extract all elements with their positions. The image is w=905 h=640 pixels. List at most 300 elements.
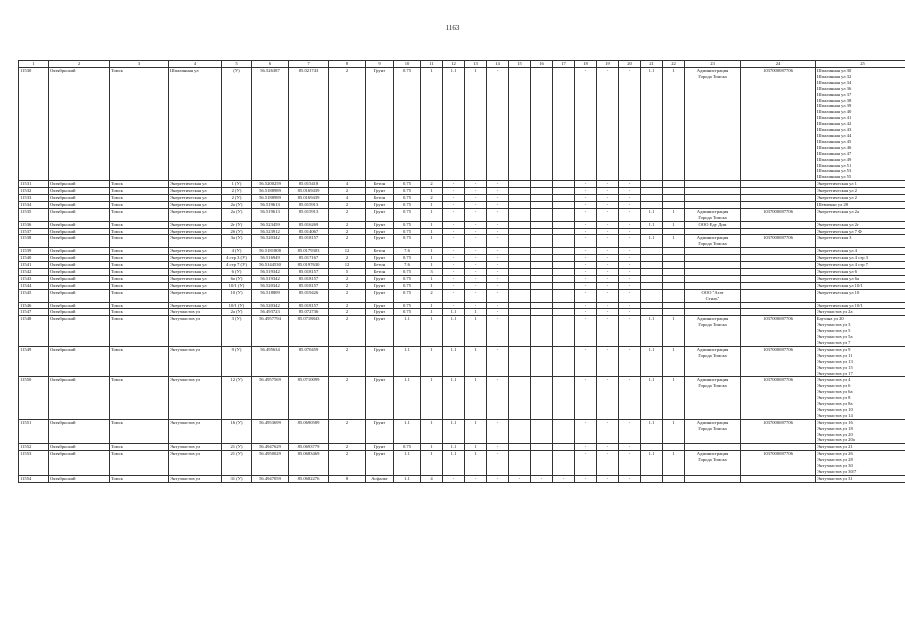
cell-c21: - (619, 195, 641, 202)
cell-street: Энергетическая ул (169, 248, 222, 255)
cell-c21: - (619, 269, 641, 276)
cell-c17: - (531, 475, 553, 482)
column-number: 19 (597, 61, 619, 68)
cell-c23 (663, 248, 685, 255)
cell-surface: Бетон (366, 181, 394, 188)
cell-c18 (553, 221, 575, 228)
cell-n9: 5 (329, 269, 366, 276)
address-line: Энтузиастов ул 20 (817, 431, 853, 437)
address-line: Энтузиастов ул 30 (817, 463, 853, 469)
cell-house: 21 (У) (222, 451, 252, 476)
table-row (19, 302, 905, 309)
cell-district: Октябрьский (49, 377, 110, 419)
address-line: Энтузиастов ул 7 (817, 339, 851, 345)
cell-c12: 2 (421, 181, 443, 188)
cell-owner (685, 475, 741, 482)
cell-owner (685, 451, 741, 476)
cell-addresses (816, 208, 905, 221)
cell-c23 (663, 195, 685, 202)
address-line: Энергетическая ул 7 Ф (817, 228, 862, 234)
column-number: 21 (641, 61, 663, 68)
table-row (19, 228, 905, 235)
cell-c15: - (487, 444, 509, 451)
address-line: Энтузиастов ул 14 (817, 412, 853, 418)
cell-c13: - (443, 282, 465, 289)
cell-id: 11541 (19, 262, 49, 269)
cell-area: 0.75 (394, 188, 421, 195)
cell-surface: Грунт (366, 444, 394, 451)
cell-c20: - (597, 248, 619, 255)
cell-surface: Бетон (366, 195, 394, 202)
cell-lat: 56.4950029 (252, 451, 289, 476)
cell-city: Томск (110, 248, 169, 255)
cell-street: Энтузиастов ул (169, 316, 222, 347)
cell-c12: 1 (421, 377, 443, 419)
cell-ogrn (741, 195, 816, 202)
cell-c12: 1 (421, 68, 443, 181)
cell-c23: 1 (663, 346, 685, 377)
cell-n9: 4 (329, 181, 366, 188)
cell-c12: 3 (421, 269, 443, 276)
cell-c20: - (597, 289, 619, 302)
cell-c22: 1.1 (641, 377, 663, 419)
cell-house: 21 (У) (222, 444, 252, 451)
cell-ogrn (741, 289, 816, 302)
cell-c21: - (619, 451, 641, 476)
cell-c16 (509, 68, 531, 181)
cell-district: Октябрьский (49, 282, 110, 289)
address-line: Энергетическая ул 2 (817, 195, 857, 201)
cell-c13: - (443, 262, 465, 269)
cell-c14: 1 (465, 451, 487, 476)
owner-line: Стиль" (705, 295, 720, 301)
cell-c14: 1 (465, 68, 487, 181)
column-number: 23 (685, 61, 741, 68)
cell-c12: 1 (421, 262, 443, 269)
cell-city: Томск (110, 309, 169, 316)
cell-ogrn (741, 302, 816, 309)
column-number: 1 (19, 61, 49, 68)
address-line: Шпалинная ул 30 (817, 68, 852, 73)
cell-lon: 85.017167 (289, 255, 329, 262)
cell-c18 (553, 188, 575, 195)
address-line: Энергетическая ул 6а (817, 275, 859, 281)
cell-ogrn: 1037000087706 (741, 419, 816, 444)
cell-c14: - (465, 208, 487, 221)
cell-house: 9 (У) (222, 346, 252, 377)
column-number: 13 (465, 61, 487, 68)
cell-c12: 1 (421, 208, 443, 221)
address-line: Энтузиастов ул 26 (817, 451, 853, 457)
address-line: Энтузиастов ул 10 (817, 406, 853, 412)
cell-c17 (531, 275, 553, 282)
cell-surface: Грунт (366, 316, 394, 347)
cell-c14: - (465, 195, 487, 202)
cell-district: Октябрьский (49, 201, 110, 208)
cell-c13: 1.1 (443, 377, 465, 419)
column-number: 11 (421, 61, 443, 68)
cell-area: 0.75 (394, 68, 421, 181)
cell-surface: Грунт (366, 221, 394, 228)
address-line: Энергетическая ул 10/1 (817, 282, 863, 288)
cell-district: Октябрьский (49, 444, 110, 451)
cell-area: 1.1 (394, 419, 421, 444)
cell-c19: - (575, 255, 597, 262)
cell-c15: - (487, 248, 509, 255)
cell-c12: 1 (421, 419, 443, 444)
cell-n9: 2 (329, 221, 366, 228)
cell-lat: 56.495634 (252, 346, 289, 377)
cell-c15: - (487, 269, 509, 276)
cell-addresses (816, 289, 905, 302)
cell-c13: 1.1 (443, 68, 465, 181)
cell-addresses (816, 282, 905, 289)
cell-area: 0.75 (394, 269, 421, 276)
cell-ogrn: 1037000087706 (741, 377, 816, 419)
cell-c14: - (465, 302, 487, 309)
page-number: 1163 (445, 24, 460, 32)
cell-district: Октябрьский (49, 248, 110, 255)
cell-c20: - (597, 68, 619, 181)
cell-lat: 56.519342 (252, 269, 289, 276)
cell-c14: - (465, 255, 487, 262)
cell-lon: 85.0169439 (289, 195, 329, 202)
address-line: Энергетическая ул 10/1 (817, 302, 863, 308)
cell-c20: - (597, 419, 619, 444)
cell-street: Энергетическая ул (169, 208, 222, 221)
cell-c16 (509, 255, 531, 262)
address-line: Шпалинная ул 41 (817, 115, 852, 121)
cell-surface: Асфальт (366, 475, 394, 482)
address-line: Энтузиастов ул 21 (817, 444, 853, 450)
cell-area: 0.75 (394, 309, 421, 316)
cell-city: Томск (110, 275, 169, 282)
column-number: 24 (741, 61, 816, 68)
cell-c23 (663, 475, 685, 482)
cell-c12: 2 (421, 289, 443, 302)
cell-city: Томск (110, 282, 169, 289)
cell-lon: 85.070459 (289, 346, 329, 377)
cell-c21: - (619, 316, 641, 347)
cell-c12: 1 (421, 444, 443, 451)
cell-owner (685, 346, 741, 377)
cell-street: Энергетическая ул (169, 188, 222, 195)
cell-c20: - (597, 195, 619, 202)
cell-c21: - (619, 275, 641, 282)
cell-c13: - (443, 181, 465, 188)
owner-line: ООО Еду Дом (698, 221, 727, 227)
cell-surface: Грунт (366, 275, 394, 282)
cell-id: 11545 (19, 289, 49, 302)
cell-lat: 56.518809 (252, 289, 289, 302)
cell-city: Томск (110, 262, 169, 269)
table-row (19, 275, 905, 282)
cell-c15: - (487, 188, 509, 195)
cell-house: 10 (У) (222, 289, 252, 302)
cell-c19: - (575, 419, 597, 444)
cell-c14: - (465, 475, 487, 482)
table-row (19, 419, 905, 444)
cell-lon: 85.018157 (289, 269, 329, 276)
cell-c20: - (597, 302, 619, 309)
cell-c19: - (575, 269, 597, 276)
cell-c18 (553, 316, 575, 347)
cell-area: 0.75 (394, 275, 421, 282)
cell-c19: - (575, 235, 597, 248)
cell-c22: 1.1 (641, 221, 663, 228)
cell-surface: Бетон (366, 262, 394, 269)
cell-c13: - (443, 221, 465, 228)
cell-c17 (531, 302, 553, 309)
address-line: Шпалинная ул 42 (817, 121, 852, 127)
cell-c13: 1.1 (443, 309, 465, 316)
cell-c12: 1 (421, 188, 443, 195)
cell-c23 (663, 309, 685, 316)
cell-owner (685, 68, 741, 181)
cell-lat: 56.4947629 (252, 444, 289, 451)
cell-c16 (509, 221, 531, 228)
cell-c14: 1 (465, 377, 487, 419)
cell-street: Энергетическая ул (169, 195, 222, 202)
cell-c14: 1 (465, 444, 487, 451)
cell-c17 (531, 377, 553, 419)
cell-house: 2а (У) (222, 201, 252, 208)
cell-c21: - (619, 201, 641, 208)
cell-c18: - (553, 475, 575, 482)
cell-c19: - (575, 302, 597, 309)
cell-c18 (553, 262, 575, 269)
cell-c16 (509, 195, 531, 202)
cell-c22 (641, 195, 663, 202)
cell-c21: - (619, 181, 641, 188)
cell-house: (У) (222, 68, 252, 181)
cell-c15: - (487, 419, 509, 444)
cell-lon: 85.072736 (289, 309, 329, 316)
address-line: Энтузиастов ул 3 (817, 322, 851, 328)
cell-c21: - (619, 255, 641, 262)
column-number: 15 (509, 61, 531, 68)
cell-c22 (641, 302, 663, 309)
cell-district: Октябрьский (49, 255, 110, 262)
cell-c18 (553, 201, 575, 208)
cell-c16 (509, 346, 531, 377)
cell-c20: - (597, 221, 619, 228)
cell-house: 2а (У) (222, 309, 252, 316)
table-row (19, 269, 905, 276)
cell-c19: - (575, 346, 597, 377)
cell-area: 0.75 (394, 181, 421, 188)
cell-addresses (816, 228, 905, 235)
cell-owner (685, 228, 741, 235)
cell-c12: 4 (421, 475, 443, 482)
cell-c18 (553, 282, 575, 289)
table-row (19, 309, 905, 316)
cell-c18 (553, 302, 575, 309)
cell-city: Томск (110, 68, 169, 181)
cell-c15: - (487, 282, 509, 289)
cell-district: Октябрьский (49, 195, 110, 202)
cell-area: 0.75 (394, 282, 421, 289)
column-number: 5 (222, 61, 252, 68)
cell-c13: 1.1 (443, 316, 465, 347)
cell-addresses (816, 269, 905, 276)
cell-c22: 1.1 (641, 316, 663, 347)
cell-owner (685, 269, 741, 276)
address-line: Шпалинная ул 37 (817, 91, 852, 97)
cell-c23 (663, 269, 685, 276)
cell-id: 11546 (19, 302, 49, 309)
cell-id: 11553 (19, 451, 49, 476)
cell-c23 (663, 255, 685, 262)
cell-c14: - (465, 235, 487, 248)
address-line: Энергетическая ул 10 (817, 289, 860, 295)
address-line: Энтузиастов ул 31 (817, 475, 853, 481)
cell-ogrn: 1037000087706 (741, 451, 816, 476)
cell-lon: 85.0718843 (289, 316, 329, 347)
cell-n9: 2 (329, 346, 366, 377)
owner-line: Администрация (696, 419, 729, 425)
cell-c20: - (597, 181, 619, 188)
cell-c17 (531, 269, 553, 276)
owner-line: Города Томска (698, 425, 727, 431)
cell-district: Октябрьский (49, 221, 110, 228)
owner-line: Администрация (696, 208, 729, 214)
address-line: Энтузиастов ул 30/7 (817, 469, 857, 474)
cell-street: Энергетическая ул (169, 228, 222, 235)
column-number: 25 (816, 61, 905, 68)
cell-owner (685, 235, 741, 248)
cell-district: Октябрьский (49, 235, 110, 248)
cell-c17 (531, 316, 553, 347)
cell-c17 (531, 309, 553, 316)
cell-surface: Грунт (366, 208, 394, 221)
cell-street: Энергетическая ул (169, 181, 222, 188)
cell-id: 11551 (19, 419, 49, 444)
address-line: Шпалинная ул 32 (817, 73, 852, 79)
column-number: 12 (443, 61, 465, 68)
address-line: Энергетическая ул 2 (817, 188, 857, 194)
cell-lon: 85.014067 (289, 228, 329, 235)
cell-ogrn: 1037000087706 (741, 316, 816, 347)
owner-line: Администрация (696, 377, 729, 383)
cell-c18 (553, 208, 575, 221)
cell-house: 2г (У) (222, 221, 252, 228)
cell-c20: - (597, 444, 619, 451)
cell-c18 (553, 235, 575, 248)
cell-ogrn (741, 262, 816, 269)
owner-line: Города Томска (698, 241, 727, 247)
cell-c19: - (575, 475, 597, 482)
cell-c20: - (597, 377, 619, 419)
cell-c20: - (597, 228, 619, 235)
cell-c14: - (465, 275, 487, 282)
registry-table (18, 60, 905, 483)
cell-c13: - (443, 188, 465, 195)
cell-c23 (663, 444, 685, 451)
cell-area: 1.1 (394, 451, 421, 476)
cell-lat: 56.4957569 (252, 377, 289, 419)
table-row (19, 377, 905, 419)
cell-area: 1.1 (394, 316, 421, 347)
cell-street: Энтузиастов ул (169, 451, 222, 476)
cell-surface: Грунт (366, 289, 394, 302)
cell-lon: 85.0710099 (289, 377, 329, 419)
address-line: Энергетическая ул 4 (817, 248, 857, 254)
cell-area: 0.75 (394, 444, 421, 451)
cell-c13: - (443, 475, 465, 482)
cell-id: 11540 (19, 255, 49, 262)
cell-street: Энергетическая ул (169, 221, 222, 228)
cell-ogrn: 1037000087706 (741, 346, 816, 377)
cell-city: Томск (110, 195, 169, 202)
cell-area: 0.75 (394, 201, 421, 208)
cell-c15: - (487, 68, 509, 181)
cell-surface: Грунт (366, 255, 394, 262)
cell-c22 (641, 248, 663, 255)
owner-line: Города Томска (698, 383, 727, 389)
cell-c13: - (443, 255, 465, 262)
cell-lat: 56.5188989 (252, 188, 289, 195)
cell-ogrn (741, 248, 816, 255)
cell-lon: 85.018157 (289, 275, 329, 282)
cell-addresses (816, 235, 905, 248)
cell-surface: Грунт (366, 302, 394, 309)
cell-owner (685, 377, 741, 419)
cell-c23 (663, 201, 685, 208)
cell-surface: Грунт (366, 188, 394, 195)
table-row (19, 444, 905, 451)
cell-c15: - (487, 195, 509, 202)
cell-c15: - (487, 289, 509, 302)
cell-owner (685, 195, 741, 202)
cell-city: Томск (110, 289, 169, 302)
cell-ogrn (741, 228, 816, 235)
cell-c12: 1 (421, 248, 443, 255)
cell-c21: - (619, 188, 641, 195)
cell-addresses (816, 346, 905, 377)
cell-c16 (509, 248, 531, 255)
cell-c16 (509, 289, 531, 302)
cell-c18 (553, 377, 575, 419)
cell-c14: 1 (465, 346, 487, 377)
cell-lon: 85.0169439 (289, 188, 329, 195)
cell-id: 11547 (19, 309, 49, 316)
address-line: Энтузиастов ул 4 (817, 377, 851, 383)
cell-street: Энергетическая ул (169, 255, 222, 262)
cell-c15: - (487, 377, 509, 419)
cell-c21: - (619, 235, 641, 248)
cell-id: 11549 (19, 346, 49, 377)
owner-line: Города Томска (698, 457, 727, 463)
cell-c21: - (619, 444, 641, 451)
owner-line: Города Томска (698, 214, 727, 220)
cell-lon: 85.018157 (289, 235, 329, 248)
cell-house: 6 (У) (222, 269, 252, 276)
address-line: Энтузиастов ул 17 (817, 370, 853, 376)
cell-c17 (531, 235, 553, 248)
cell-ogrn (741, 188, 816, 195)
address-line: Шпалинная ул 55 (817, 174, 852, 180)
cell-lat: 56.526387 (252, 68, 289, 181)
cell-c23: 1 (663, 221, 685, 228)
cell-id: 11544 (19, 282, 49, 289)
cell-surface: Грунт (366, 201, 394, 208)
cell-c19: - (575, 316, 597, 347)
cell-c14: - (465, 181, 487, 188)
cell-ogrn (741, 269, 816, 276)
cell-street: Энергетическая ул (169, 275, 222, 282)
cell-addresses (816, 195, 905, 202)
